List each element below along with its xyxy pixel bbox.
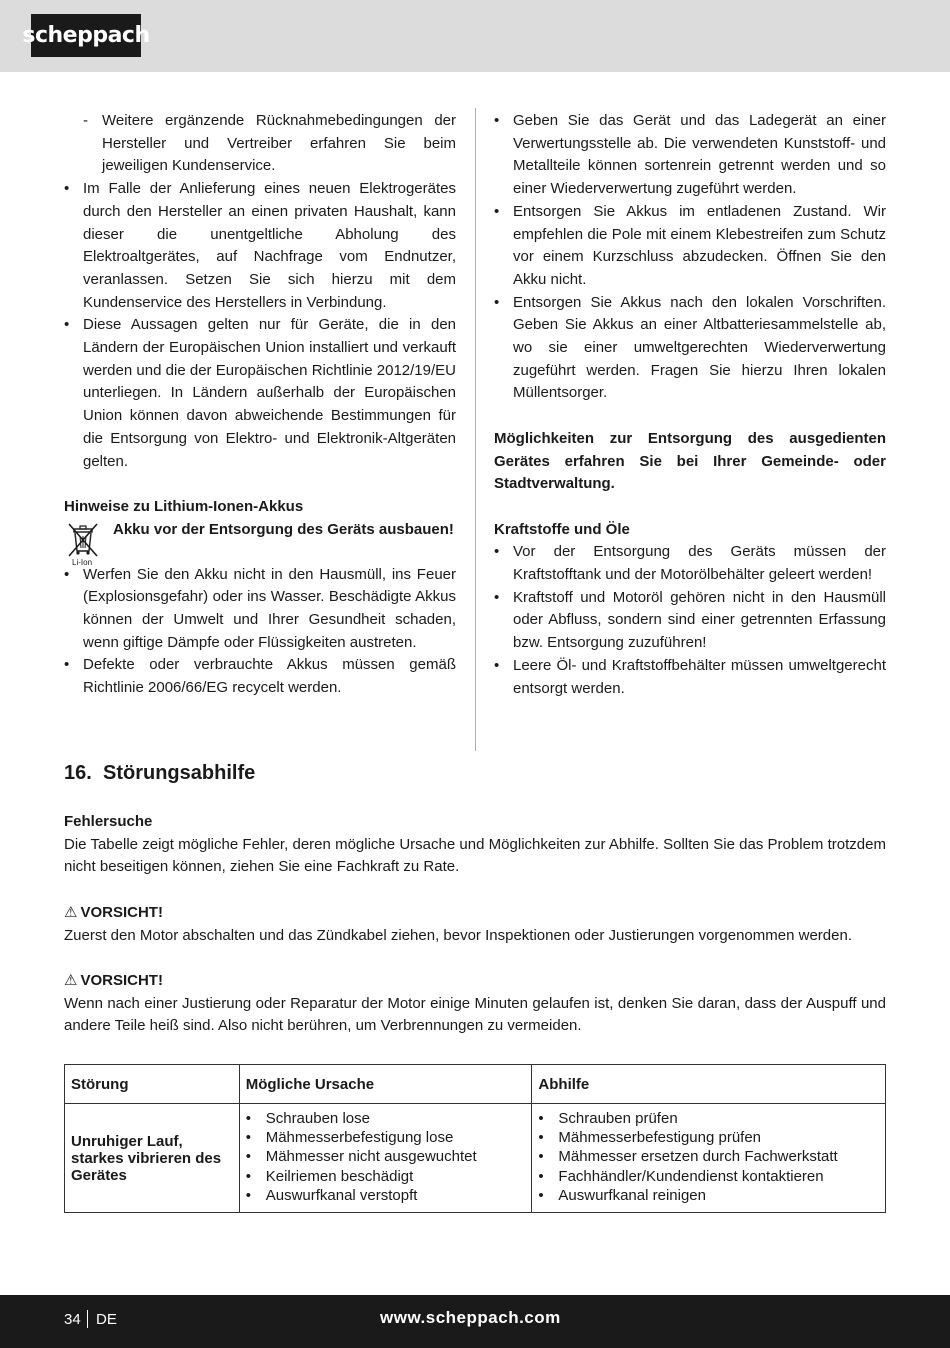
recycle-notice-text: Akku vor der Entsorgung des Geräts ausbauen! <box>113 520 454 538</box>
left-column <box>64 110 456 700</box>
list-item: • Im Falle der Anlieferung eines neuen Elektrogerätes durch den Hersteller an einen privaten Haushalt, kann dieser die unentgeltliche Abholung des Elektroaltgerätes, auf Nachfrage vom Endnutzer, veranlassen. Setzen Sie sich hierzu mit dem Kundenservice des Herstellers in Verbindung. <box>64 180 456 311</box>
crossed-bin-icon <box>64 521 104 567</box>
svg-text:Li-Ion: Li-Ion <box>72 557 93 567</box>
language-code: DE <box>96 1311 117 1328</box>
recycle-notice <box>64 519 456 567</box>
section-title-text: Störungsabhilfe <box>103 762 256 784</box>
list-item: • Mähmesser ersetzen durch Fachwerkstatt <box>538 1147 879 1166</box>
section-title <box>64 762 255 785</box>
warning-1 <box>64 902 886 947</box>
column-header: Mögliche Ursache <box>239 1065 532 1104</box>
list-item: • Kraftstoff und Motoröl gehören nicht in den Hausmüll oder Abfluss, sondern sind einer getrennten Erfassung bzw. Entsorgung zuzuführen! <box>494 588 886 652</box>
list-item: • Keilriemen beschädigt <box>246 1167 526 1186</box>
cause-cell <box>239 1104 532 1213</box>
fuel-heading: Kraftstoffe und Öle <box>494 520 630 538</box>
header-band <box>0 0 950 72</box>
scheppach-logo: scheppach <box>31 14 141 57</box>
warning-icon: ⚠ <box>64 972 78 989</box>
right-column <box>494 110 886 700</box>
list-item: • Leere Öl- und Kraftstoffbehälter müssen umweltgerecht entsorgt werden. <box>494 656 886 697</box>
column-divider <box>475 108 476 751</box>
page-number: 34 <box>64 1311 81 1328</box>
list-item: - Weitere ergänzende Rücknahmebedingungen der Hersteller und Vertreiber erfahren Sie beim jeweiligen Kundenservice. <box>83 112 456 175</box>
table-header-row <box>65 1065 886 1104</box>
footer-separator <box>87 1310 88 1328</box>
warning-title: VORSICHT! <box>80 972 163 989</box>
troubleshooting-heading: Fehlersuche <box>64 813 153 830</box>
troubleshooting-block <box>64 811 886 879</box>
warning-icon: ⚠ <box>64 904 78 921</box>
warning-text: Wenn nach einer Justierung oder Reparatur der Motor einige Minuten gelaufen ist, denken Sie daran, dass der Auspuff und andere Teile heiß sind. Also nicht berühren, um Verbrennungen zu vermeiden. <box>64 994 886 1035</box>
list-item: • Geben Sie das Gerät und das Ladegerät an einer Verwertungsstelle ab. Die verwendeten Kunststoff- und Metallteile können sortenrein getrennt werden und so einer Wiederverwertung zugeführt werden. <box>494 112 886 198</box>
warning-title: VORSICHT! <box>80 904 163 921</box>
fault-cell: Unruhiger Lauf, starkes vibrieren des Gerätes <box>65 1104 240 1213</box>
list-item: • Fachhändler/Kundendienst kontaktieren <box>538 1167 879 1186</box>
table-row <box>65 1104 886 1213</box>
list-item: • Werfen Sie den Akku nicht in den Hausmüll, ins Feuer (Explosionsgefahr) oder ins Wasser. Beschädigte Akkus können der Umwelt und Ihrer Gesundheit schaden, wenn giftige Dämpfe oder Flüssigkeiten austreten. <box>64 565 456 651</box>
fault-table <box>64 1064 886 1213</box>
column-header: Abhilfe <box>532 1065 886 1104</box>
page-footer <box>0 1295 950 1348</box>
list-item: • Mähmesserbefestigung prüfen <box>538 1128 879 1147</box>
section-number: 16. <box>64 762 92 784</box>
website-link[interactable]: www.scheppach.com <box>380 1308 561 1327</box>
list-item: • Auswurfkanal verstopft <box>246 1186 526 1205</box>
warning-2 <box>64 970 886 1038</box>
list-item: • Entsorgen Sie Akkus im entladenen Zustand. Wir empfehlen die Pole mit einem Klebestreifen zum Schutz vor einem Kurzschluss abzudecken. Öffnen Sie den Akku nicht. <box>494 202 886 288</box>
remedy-cell <box>532 1104 886 1213</box>
lithium-heading: Hinweise zu Lithium-Ionen-Akkus <box>64 497 304 515</box>
warning-text: Zuerst den Motor abschalten und das Zündkabel ziehen, bevor Inspektionen oder Justierungen vorgenommen werden. <box>64 926 852 944</box>
list-item: • Auswurfkanal reinigen <box>538 1186 879 1205</box>
list-item: • Mähmesserbefestigung lose <box>246 1128 526 1147</box>
list-item: • Defekte oder verbrauchte Akkus müssen gemäß Richtlinie 2006/66/EG recycelt werden. <box>64 656 456 697</box>
troubleshooting-text: Die Tabelle zeigt mögliche Fehler, deren mögliche Ursache und Möglichkeiten zur Abhilfe. Sollten Sie das Problem trotzdem nicht beseitigen können, ziehen Sie eine Fachkraft zu Rate. <box>64 835 886 876</box>
list-item: • Vor der Entsorgung des Geräts müssen der Kraftstofftank und der Motorölbehälter geleert werden! <box>494 543 886 584</box>
list-item: • Schrauben lose <box>246 1109 526 1128</box>
column-header: Störung <box>65 1065 240 1104</box>
list-item: • Schrauben prüfen <box>538 1109 879 1128</box>
list-item: • Diese Aussagen gelten nur für Geräte, die in den Ländern der Europäischen Union installiert und verkauft werden und die der Europäischen Richtlinie 2012/19/EU unterliegen. In Ländern außerhalb der Europäischen Union können davon abweichende Bestimmungen für die Entsorgung von Elektro- und Elektronik-Altgeräten gelten. <box>64 316 456 470</box>
list-item: • Entsorgen Sie Akkus nach den lokalen Vorschriften. Geben Sie Akkus an einer Altbatteriesammelstelle ab, wo sie einer umweltgerechten Wiederverwertung zugeführt werden. Fragen Sie hierzu Ihren lokalen Müllentsorger. <box>494 293 886 402</box>
list-item: • Mähmesser nicht ausgewuchtet <box>246 1147 526 1166</box>
municipal-note: Möglichkeiten zur Entsorgung des ausgedienten Gerätes erfahren Sie bei Ihrer Gemeinde- oder Stadtverwaltung. <box>494 429 886 493</box>
